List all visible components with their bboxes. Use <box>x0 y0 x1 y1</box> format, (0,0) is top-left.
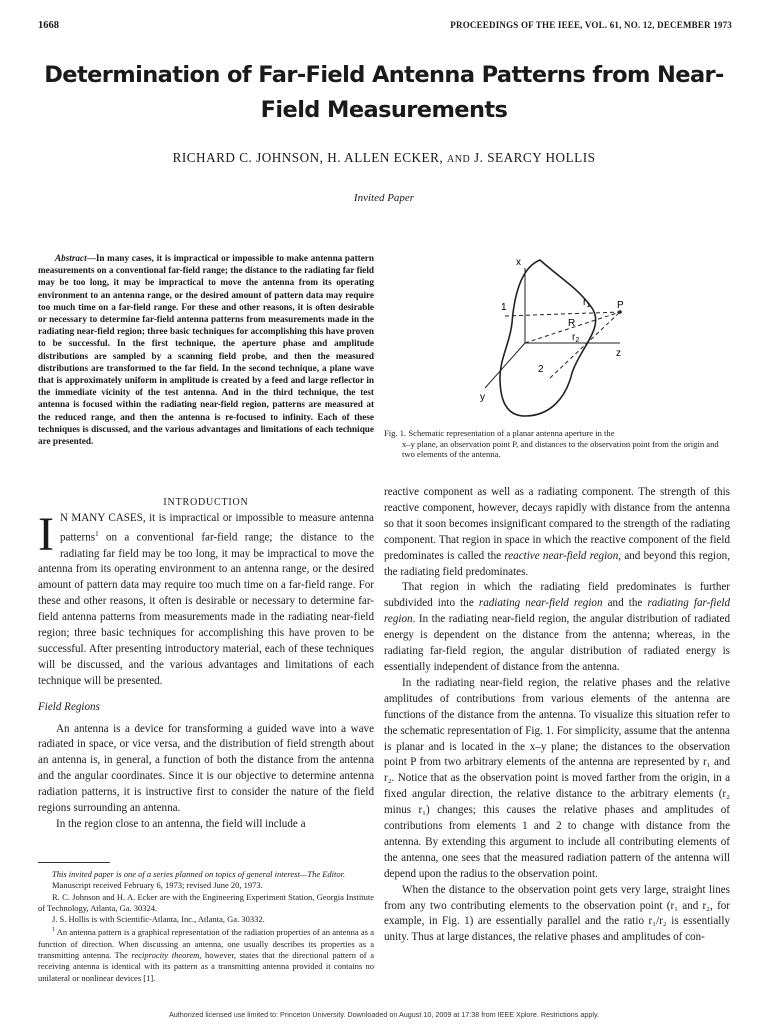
section-heading-introduction: INTRODUCTION <box>163 497 249 508</box>
right-p1-a: reactive component as well as a radiating component. The strength of this reactive component, however, decays rapidly with distance from the antenna so that it soon becomes insignificant compared to the strength of the radiating component. That region in space in which the reactive component of the field predominates is called the <box>384 486 730 562</box>
footnote-rule <box>38 862 110 863</box>
right-paragraph-1 <box>384 485 730 580</box>
label-y: y <box>480 392 485 403</box>
label-r1 <box>583 297 590 309</box>
label-r2-main: r <box>572 332 576 343</box>
figure-1-caption <box>384 428 730 460</box>
author-line <box>30 150 738 166</box>
footnote-series: This invited paper is one of a series planned on topics of general interest—The Editor. <box>52 869 346 879</box>
paper-type: Invited Paper <box>353 192 415 204</box>
right-paragraph-2 <box>384 580 730 675</box>
label-r2-sub: 2 <box>575 337 580 344</box>
label-x: x <box>516 257 521 268</box>
term-radiating-near-field: radiating near-field region <box>478 597 603 610</box>
r2-line <box>550 312 620 378</box>
footnote-received: Manuscript received February 6, 1973; revised June 20, 1973. <box>52 880 263 891</box>
right-p2-c: . In the radiating near-field region, the angular distribution of radiated energy is dependent on the distance from the antenna; whereas, in the radiating far-field region, the angular distribution of radiated energy is essentially independent of distance from the antenna. <box>384 613 730 673</box>
right-paragraph-3: In the radiating near-field region, the relative phases and the relative amplitudes of contributions from various elements of the antenna are functions of the distance from the antenna. To visualize this situation refer to the schematic representation of Fig. 1. For simplicity, assume that the antenna is planar and is located in the x–y plane; the distances to the observation point P from two arbitrary elements of the antenna are represented by r₁ and r₂. Notice that as the observation point is moved farther from the origin, in a fixed angular direction, the relative distance to the arbitrary elements (r₂ minus r₁) changes; this causes the relative phases and amplitudes of contributions from elements 1 and 2 to change with distance from the antenna. By extending this argument to include all contributing elements of the antenna, one sees that the measured radiation pattern of the antenna will depend upon the radius to the observation point. <box>384 676 730 880</box>
footnote-1-italic: reciprocity theorem <box>131 949 200 960</box>
figure-1 <box>470 248 680 420</box>
label-r: R <box>568 318 576 329</box>
author-last: J. SEARCY HOLLIS <box>473 150 596 165</box>
left-column-body <box>38 508 374 833</box>
intro-p1-a: N MANY CASES, it is impractical or impossible to measure antenna patterns <box>59 512 374 544</box>
drop-cap: I <box>38 508 54 561</box>
page-number: 1668 <box>38 20 59 31</box>
right-p1-b: , and beyond this region, the radiating field predominates. <box>384 549 730 578</box>
antenna-aperture-outline <box>500 260 596 416</box>
right-p2-b: and the <box>602 597 648 610</box>
footnote-1-text-a: An antenna pattern is a graphical representation of the radiation properties of an antenna as a function of direction. When discussing an antenna, one usually describes its properties as a transmitting antenna. The <box>38 927 374 960</box>
figure-1-diagram <box>470 248 680 420</box>
journal-citation: PROCEEDINGS OF THE IEEE, VOL. 61, NO. 12, DECEMBER 1973 <box>450 20 732 30</box>
intro-paragraph-2: An antenna is a device for transforming a guided wave into a wave radiated in space, or vice versa, and the distribution of field strength about an antenna is, in general, a function of both the distance from the antenna and the angular coordinates. Since it is our objective to determine antenna radiation patterns, it is instructive first to consider the nature of the field regions surrounding an antenna. <box>38 722 374 815</box>
author-conjunction: AND <box>447 154 471 165</box>
abstract-text: —In many cases, it is impractical or impossible to make antenna pattern measurements on a conventional far-field range; the distance to the radiating far field may be too long, it may be impractical to move the antenna from its operating environment to an antenna range, or the desired amount of pattern data may require too much time on a far-field range. For these and other reasons, it is often desirable or necessary to determine far-field antenna patterns from measurements made in the radiating near-field region; three basic techniques for accomplishing this have proven to be successful. In the first technique, the aperture phase and amplitude distributions are sampled by a scanning field probe, and then the measured distributions are transformed to the far field. In the second technique, a plane wave that is approximately uniform in amplitude is created by a feed and large reflector in the immediate vicinity of the test antenna. And in the third technique, the test antenna is focused within the radiating near-field region, patterns are measured at the reduced range, and then the antenna is re-focused to infinity. Each of these techniques is discussed, and the various advantages and limitations of each technique are presented. <box>38 253 374 447</box>
intro-paragraph-1 <box>38 508 374 690</box>
footnote-affiliation-1: R. C. Johnson and H. A. Ecker are with the Engineering Experiment Station, Georgia Institute of Technology, Atlanta, Ga. 30324. <box>38 891 374 913</box>
footnote-1-number: 1 <box>52 927 55 934</box>
author-names: RICHARD C. JOHNSON, H. ALLEN ECKER, <box>172 150 444 165</box>
label-element-1: 1 <box>501 302 507 313</box>
footnote-1 <box>38 925 374 983</box>
label-r1-main: r <box>583 297 587 308</box>
running-header <box>38 20 732 34</box>
right-column-body <box>384 485 730 946</box>
figure-caption-line-1: Fig. 1. Schematic representation of a planar antenna aperture in the <box>384 428 615 438</box>
term-reactive-near-field: reactive near-field region <box>504 549 619 562</box>
abstract-lead: Abstract <box>55 253 87 263</box>
right-paragraph-4: When the distance to the observation point gets very large, straight lines from any two contributing elements to the observation point (r₁ and r₂, for example, in Fig. 1) are essentially parallel and the ratio r₁/r₂ is essentially unity. Thus at large distances, the relative phases and amplitudes of con- <box>384 883 730 944</box>
label-r1-sub: 1 <box>586 302 591 309</box>
figure-caption-line-2: x–y plane, an observation point P, and distances to the observation point from the origin and two elements of the antenna. <box>402 438 719 460</box>
label-r2 <box>572 332 579 344</box>
label-p: P <box>617 300 624 311</box>
intro-paragraph-3: In the region close to an antenna, the field will include a <box>56 818 306 830</box>
term-radiating-far-field: radiating far-field region <box>384 597 730 626</box>
footnote-affiliation-2: J. S. Hollis is with Scientific-Atlanta, Inc., Atlanta, Ga. 30332. <box>52 914 265 925</box>
license-footer: Authorized licensed use limited to: Princeton University. Downloaded on August 10, 2009 at 17:38 from IEEE Xplore. Restrictions apply. <box>168 1010 599 1019</box>
subsection-heading-field-regions: Field Regions <box>38 700 100 713</box>
footnotes <box>38 869 374 984</box>
abstract <box>38 252 374 447</box>
footnote-1-text-b: , however, states that the directional pattern of a receiving antenna is identical with its pattern as a transmitting antenna provided it contains no unilateral or nonlinear devices [1]. <box>38 949 374 983</box>
paper-title: Determination of Far-Field Antenna Patterns from Near-Field Measurements <box>44 62 724 123</box>
label-z: z <box>616 348 621 359</box>
label-element-2: 2 <box>538 364 544 375</box>
intro-p1-b: on a conventional far-field range; the distance to the radiating far field may be too long, it may be impractical to move the antenna from its operating environment to an antenna range, or the desired amount of pattern data may require too much time on a far-field range. For these and other reasons, it often is desirable or necessary to determine far-field antenna patterns from measurements made in the radiating near-field region; three basic techniques for accomplishing this have proven to be successful. After presenting introductory material, each of these techniques will be discussed, and the various advantages and limitations of each technique will be presented. <box>38 531 374 687</box>
footnote-ref-1: 1 <box>95 529 99 538</box>
r1-line <box>505 312 620 316</box>
right-p2-a: That region in which the radiating field predominates is further subdivided into the <box>384 581 730 610</box>
